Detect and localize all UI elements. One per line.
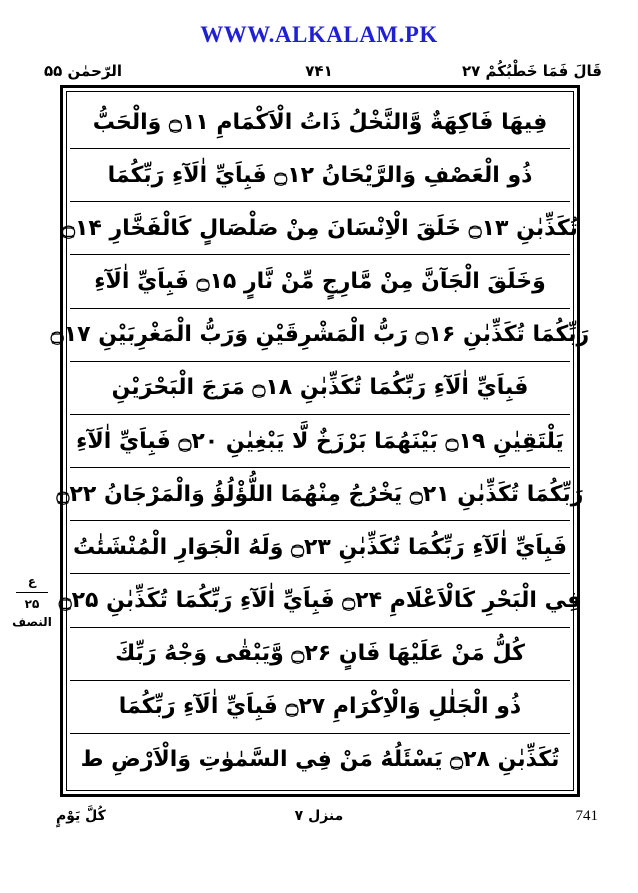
page-number: 741: [575, 808, 598, 824]
ruku-marker-number: ۲۵: [24, 597, 40, 611]
text-line: رَبِّكُمَا تُكَذِّبٰنِ ۝۱۶ رَبُّ الْمَشْرِقَيْنِ وَرَبُّ الْمَغْرِبَيْنِ ۝۱۷: [70, 309, 570, 362]
text-line: ذُو الْعَصْفِ وَالرَّيْحَانُ ۝۱۲ فَبِاَيِّ اٰلَآءِ رَبِّكُمَا: [70, 149, 570, 202]
quran-text-block: [50, 96, 590, 786]
text-line: تُكَذِّبٰنِ ۝۱۳ خَلَقَ الْاِنْسَانَ مِنْ صَلْصَالٍ كَالْفَخَّارِ ۝۱۴: [70, 202, 570, 255]
catchword: كُلَّ يَوْمٍ: [56, 808, 106, 824]
page-number-arabic: ۷۴۱: [305, 62, 333, 80]
ruku-marker-bottom: النصف: [12, 615, 52, 629]
text-line: فَبِاَيِّ اٰلَآءِ رَبِّكُمَا تُكَذِّبٰنِ ۝۱۸ مَرَجَ الْبَحْرَيْنِ: [70, 362, 570, 415]
ruku-marker: [10, 572, 54, 631]
text-line: كُلُّ مَنْ عَلَيْهَا فَانٍ ۝۲۶ وَّيَبْقٰى وَجْهُ رَبِّكَ: [70, 628, 570, 681]
text-line: فِي الْبَحْرِ كَالْاَعْلَامِ ۝۲۴ فَبِاَيِّ اٰلَآءِ رَبِّكُمَا تُكَذِّبٰنِ ۝۲۵: [70, 574, 570, 627]
ruku-marker-divider: [16, 592, 48, 593]
text-line: فِيهَا فَاكِهَةٌ وَّالنَّخْلُ ذَاتُ الْاَكْمَامِ ۝۱۱ وَالْحَبُّ: [70, 96, 570, 149]
text-line: رَبِّكُمَا تُكَذِّبٰنِ ۝۲۱ يَخْرُجُ مِنْهُمَا اللُّؤْلُؤُ وَالْمَرْجَانُ ۝۲۲: [70, 468, 570, 521]
juz-header: قَالَ فَمَا خَطْبُكُمْ ۲۷: [462, 62, 602, 80]
manzil-label: منزل ۷: [294, 808, 344, 824]
text-line: ذُو الْجَلٰلِ وَالْاِكْرَامِ ۝۲۷ فَبِاَيِّ اٰلَآءِ رَبِّكُمَا: [70, 681, 570, 734]
text-line: فَبِاَيِّ اٰلَآءِ رَبِّكُمَا تُكَذِّبٰنِ ۝۲۳ وَلَهُ الْجَوَارِ الْمُنْشَئٰتُ: [70, 521, 570, 574]
ruku-marker-top: ع: [27, 574, 37, 588]
surah-header: الرّحمٰن ۵۵: [44, 62, 123, 80]
text-line: وَخَلَقَ الْجَآنَّ مِنْ مَّارِجٍ مِّنْ نَّارٍ ۝۱۵ فَبِاَيِّ اٰلَآءِ: [70, 255, 570, 308]
text-line: تُكَذِّبٰنِ ۝۲۸ يَسْئَلُهُ مَنْ فِي السَّمٰوٰتِ وَالْاَرْضِ ط: [80, 747, 560, 773]
site-url[interactable]: WWW.ALKALAM.PK: [200, 22, 438, 47]
text-line: يَلْتَقِيٰنِ ۝۱۹ بَيْنَهُمَا بَرْزَخٌ لَّا يَبْغِيٰنِ ۝۲۰ فَبِاَيِّ اٰلَآءِ: [70, 415, 570, 468]
